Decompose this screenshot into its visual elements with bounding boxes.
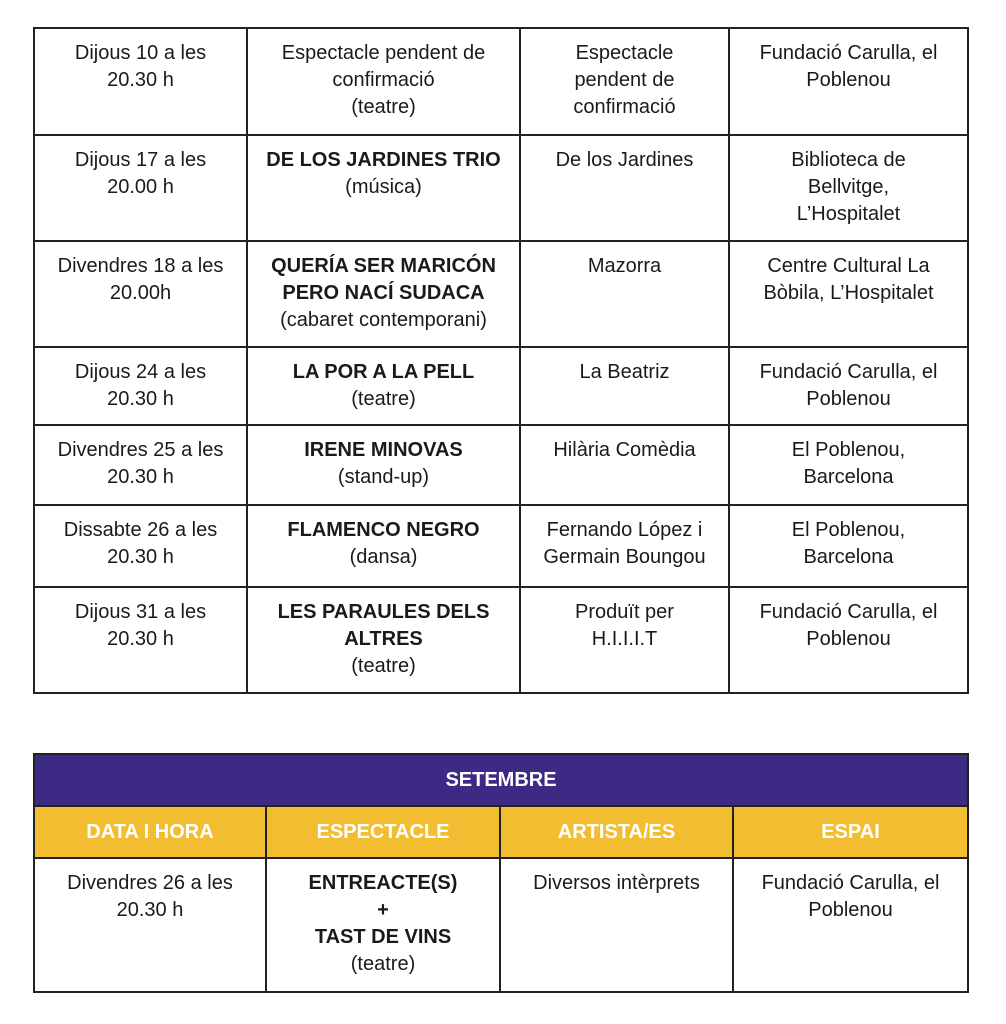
venue-cell [729, 587, 968, 693]
cell-line: Fundació Carulla, el [759, 42, 938, 64]
show-title-line: + [377, 899, 389, 921]
cell-line: El Poblenou, [791, 439, 906, 461]
show-title-line: LES PARAULES DELS [277, 601, 490, 623]
cell-line: Fundació Carulla, el [759, 601, 938, 623]
cell-line: Diversos intèrprets [533, 872, 700, 894]
cell-line: Biblioteca de [791, 149, 906, 171]
artist-cell [520, 505, 729, 587]
cell-line: Fernando López i [546, 519, 703, 541]
artist-cell [520, 28, 729, 135]
date-cell [34, 505, 247, 587]
show-title-line: DE LOS JARDINES TRIO [266, 149, 501, 171]
column-header-venue: ESPAI [733, 806, 968, 858]
show-cell [247, 347, 520, 425]
cell-line: Poblenou [806, 628, 891, 650]
cell-line: La Beatriz [579, 361, 670, 383]
cell-line: 20.30 h [107, 628, 174, 650]
artist-cell [520, 587, 729, 693]
column-header-date: DATA I HORA [34, 806, 266, 858]
month-header: SETEMBRE [34, 754, 968, 806]
show-cell [266, 858, 500, 992]
show-cell [247, 425, 520, 505]
table-row [34, 587, 968, 693]
events-table-1-body [34, 28, 968, 693]
cell-line: (teatre) [351, 388, 416, 410]
venue-cell [729, 505, 968, 587]
events-table-1 [33, 27, 969, 694]
cell-line: El Poblenou, [791, 519, 906, 541]
cell-line: De los Jardines [555, 149, 694, 171]
cell-line: Mazorra [587, 255, 662, 277]
artist-cell [520, 241, 729, 347]
artist-cell [520, 347, 729, 425]
cell-line: Bòbila, L’Hospitalet [763, 282, 934, 304]
show-title-line: LA POR A LA PELL [292, 361, 475, 383]
artist-cell [520, 425, 729, 505]
show-cell [247, 135, 520, 241]
cell-line: (dansa) [349, 546, 418, 568]
cell-line: Espectacle pendent de [281, 42, 486, 64]
cell-line: Germain Boungou [543, 546, 706, 568]
cell-line: pendent de [574, 69, 675, 91]
table-row [34, 858, 968, 992]
cell-line: Hilària Comèdia [553, 439, 696, 461]
cell-line: Fundació Carulla, el [759, 361, 938, 383]
column-header-artist: ARTISTA/ES [500, 806, 733, 858]
table-row [34, 505, 968, 587]
cell-line: 20.30 h [116, 899, 184, 921]
table-row [34, 347, 968, 425]
cell-line: Espectacle [575, 42, 674, 64]
venue-cell [733, 858, 968, 992]
table-row [34, 28, 968, 135]
cell-line: Poblenou [806, 69, 891, 91]
venue-cell [729, 135, 968, 241]
cell-line: Dijous 17 a les [74, 149, 207, 171]
cell-line: Poblenou [806, 388, 891, 410]
cell-line: confirmació [332, 69, 435, 91]
cell-line: Barcelona [803, 466, 894, 488]
cell-line: Divendres 18 a les [57, 255, 224, 277]
date-cell [34, 241, 247, 347]
date-cell [34, 347, 247, 425]
date-cell [34, 858, 266, 992]
cell-line: 20.00 h [107, 176, 174, 198]
cell-line: Barcelona [803, 546, 894, 568]
cell-line: 20.00h [109, 282, 172, 304]
cell-line: Divendres 25 a les [57, 439, 224, 461]
events-table-2 [33, 753, 969, 993]
column-header-show: ESPECTACLE [266, 806, 500, 858]
cell-line: Divendres 26 a les [67, 872, 233, 894]
cell-line: Bellvitge, [807, 176, 890, 198]
show-title-line: ENTREACTE(S) [308, 872, 458, 894]
cell-line: (teatre) [351, 96, 416, 118]
cell-line: L’Hospitalet [796, 203, 901, 225]
show-title-line: TAST DE VINS [314, 926, 452, 948]
cell-line: Centre Cultural La [767, 255, 930, 277]
date-cell [34, 28, 247, 135]
cell-line: Produït per [575, 601, 674, 623]
cell-line: (teatre) [351, 655, 416, 677]
cell-line: Fundació Carulla, el [761, 872, 940, 894]
cell-line: Poblenou [808, 899, 893, 921]
table-row [34, 241, 968, 347]
cell-line: 20.30 h [107, 546, 174, 568]
cell-line: Dissabte 26 a les [63, 519, 218, 541]
cell-line: Dijous 24 a les [74, 361, 207, 383]
cell-line: Dijous 31 a les [74, 601, 207, 623]
date-cell [34, 135, 247, 241]
cell-line: Dijous 10 a les [74, 42, 207, 64]
venue-cell [729, 347, 968, 425]
date-cell [34, 425, 247, 505]
venue-cell [729, 241, 968, 347]
table-row [34, 425, 968, 505]
cell-line: (música) [345, 176, 422, 198]
cell-line: (stand-up) [337, 466, 430, 488]
show-title-line: FLAMENCO NEGRO [287, 519, 480, 541]
show-title-line: IRENE MINOVAS [304, 439, 463, 461]
show-cell [247, 505, 520, 587]
show-cell [247, 28, 520, 135]
cell-line: 20.30 h [107, 466, 174, 488]
show-title-line: PERO NACÍ SUDACA [282, 282, 485, 304]
table-row [34, 135, 968, 241]
show-title-line: ALTRES [344, 628, 423, 650]
artist-cell [520, 135, 729, 241]
venue-cell [729, 425, 968, 505]
cell-line: H.I.I.I.T [591, 628, 658, 650]
cell-line: confirmació [573, 96, 676, 118]
cell-line: (teatre) [350, 953, 416, 975]
cell-line: 20.30 h [107, 388, 174, 410]
show-cell [247, 241, 520, 347]
show-title-line: QUERÍA SER MARICÓN [271, 255, 496, 277]
cell-line: 20.30 h [107, 69, 174, 91]
date-cell [34, 587, 247, 693]
cell-line: (cabaret contemporani) [280, 309, 487, 331]
artist-cell [500, 858, 733, 992]
venue-cell [729, 28, 968, 135]
show-cell [247, 587, 520, 693]
